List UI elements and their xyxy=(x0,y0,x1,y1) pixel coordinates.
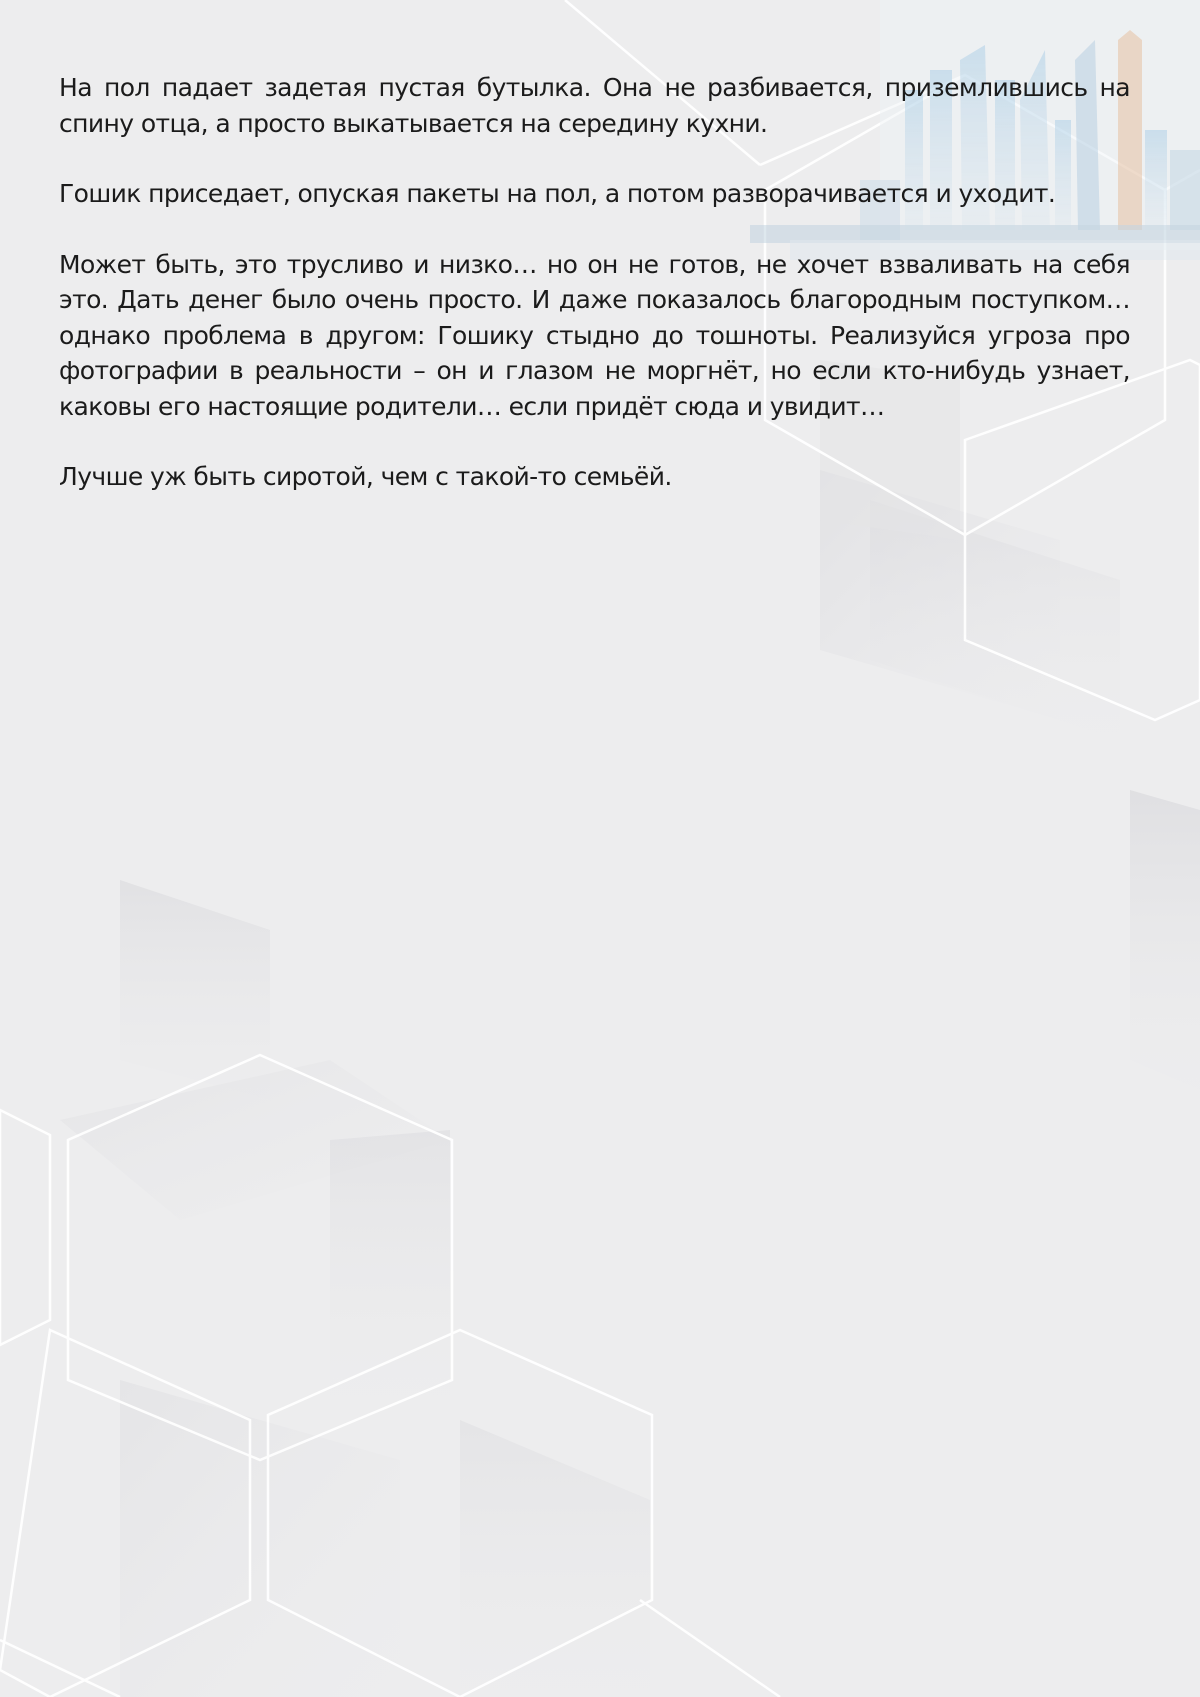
lower-left-shading xyxy=(60,880,650,1697)
paragraph-3: Может быть, это трусливо и низко… но он не готов, не хочет взваливать на себя это. Дать денег было очень просто. И даже показалось благородным поступком… однако проблема в другом: Гошику стыдно до тошноты. Реализуйся угроза про фотографии в реальности – он и глазом не моргнёт, но если кто-нибудь узнает, каковы его настоящие родители… если придёт сюда и увидит… xyxy=(59,249,1130,421)
paragraph-2: Гошик приседает, опуская пакеты на пол, а потом разворачивается и уходит. xyxy=(59,179,1056,208)
paragraph-1: На пол падает задетая пустая бутылка. Она не разбивается, приземлившись на спину отца, а просто выкатывается на середину кухни. xyxy=(59,73,1130,138)
story-text xyxy=(59,70,1130,530)
paragraph-4: Лучше уж быть сиротой, чем с такой-то семьёй. xyxy=(59,462,672,491)
